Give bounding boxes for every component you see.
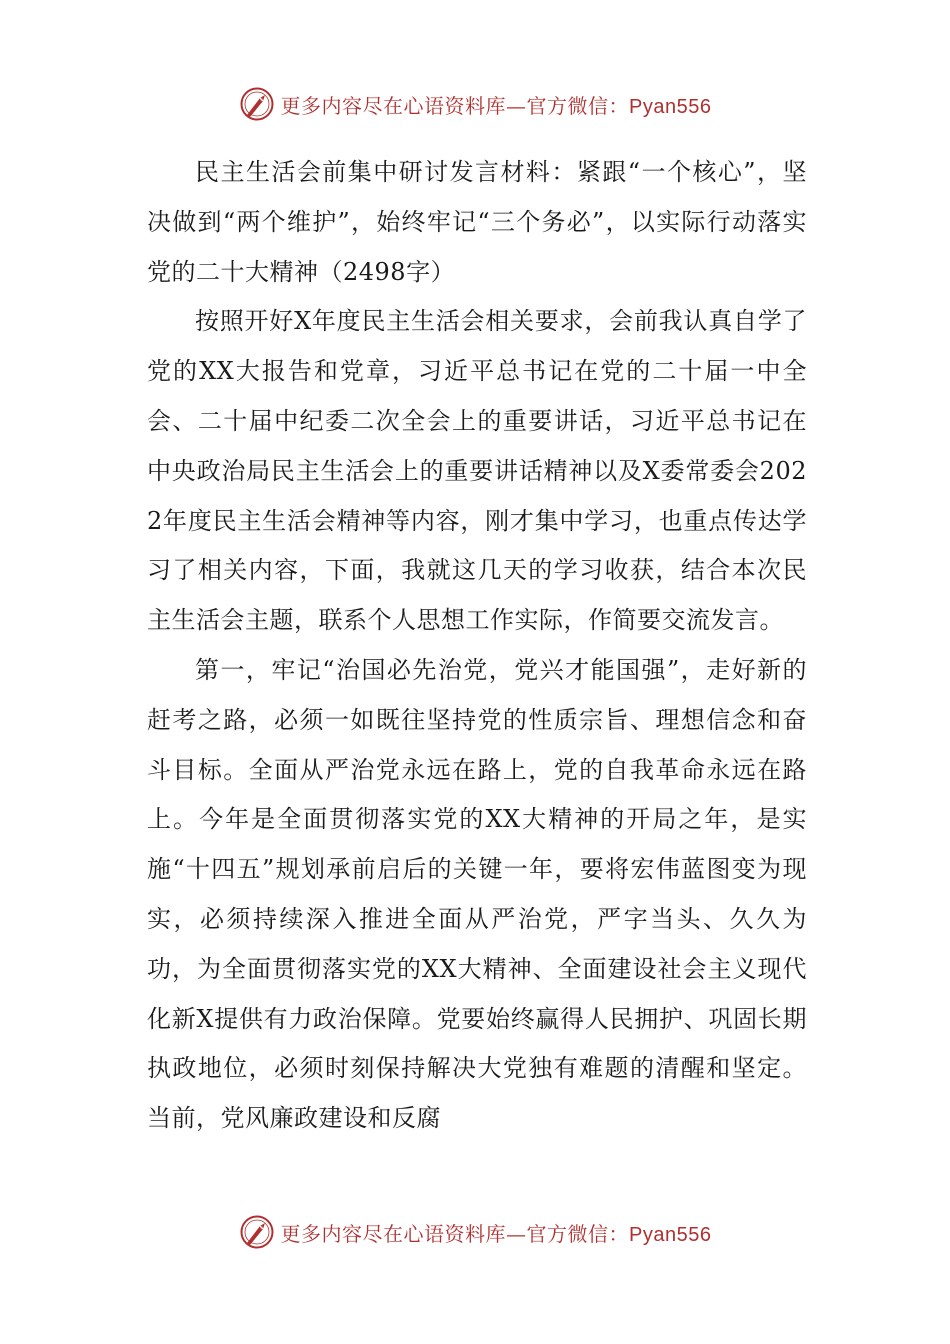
banner-label: 更多内容尽在心语资料库—官方微信： [280,93,630,118]
banner-label: 更多内容尽在心语资料库—官方微信： [280,1221,630,1246]
banner-wechat-id: Pyan556 [629,95,712,118]
header-watermark-banner [0,84,950,124]
document-body [147,148,807,1144]
document-title: 民主生活会前集中研讨发言材料：紧跟“一个核心”，坚决做到“两个维护”，始终牢记“三个务必”，以实际行动落实党的二十大精神（2498字） [147,158,807,286]
footer-watermark-banner [0,1212,950,1252]
paragraph-2: 第一，牢记“治国必先治党，党兴才能国强”，走好新的赶考之路，必须一如既往坚持党的性质宗旨、理想信念和奋斗目标。全面从严治党永远在路上，党的自我革命永远在路上。今年是全面贯彻落实党的XX大精神的开局之年，是实施“十四五”规划承前启后的关键一年，要将宏伟蓝图变为现实，必须持续深入推进全面从严治党，严字当头、久久为功，为全面贯彻落实党的XX大精神、全面建设社会主义现代化新X提供有力政治保障。党要始终赢得人民拥护、巩固长期执政地位，必须时刻保持解决大党独有难题的清醒和坚定。当前，党风廉政建设和反腐 [147,655,807,1133]
pen-nib-logo-icon [239,86,275,122]
banner-wechat-id: Pyan556 [629,1223,712,1246]
pen-nib-logo-icon [239,1214,275,1250]
paragraph-1: 按照开好X年度民主生活会相关要求，会前我认真自学了党的XX大报告和党章，习近平总书记在党的二十届一中全会、二十届中纪委二次全会上的重要讲话，习近平总书记在中央政治局民主生活会上的重要讲话精神以及X委常委会2022年度民主生活会精神等内容，刚才集中学习，也重点传达学习了相关内容，下面，我就这几天的学习收获，结合本次民主生活会主题，联系个人思想工作实际，作简要交流发言。 [147,307,807,635]
